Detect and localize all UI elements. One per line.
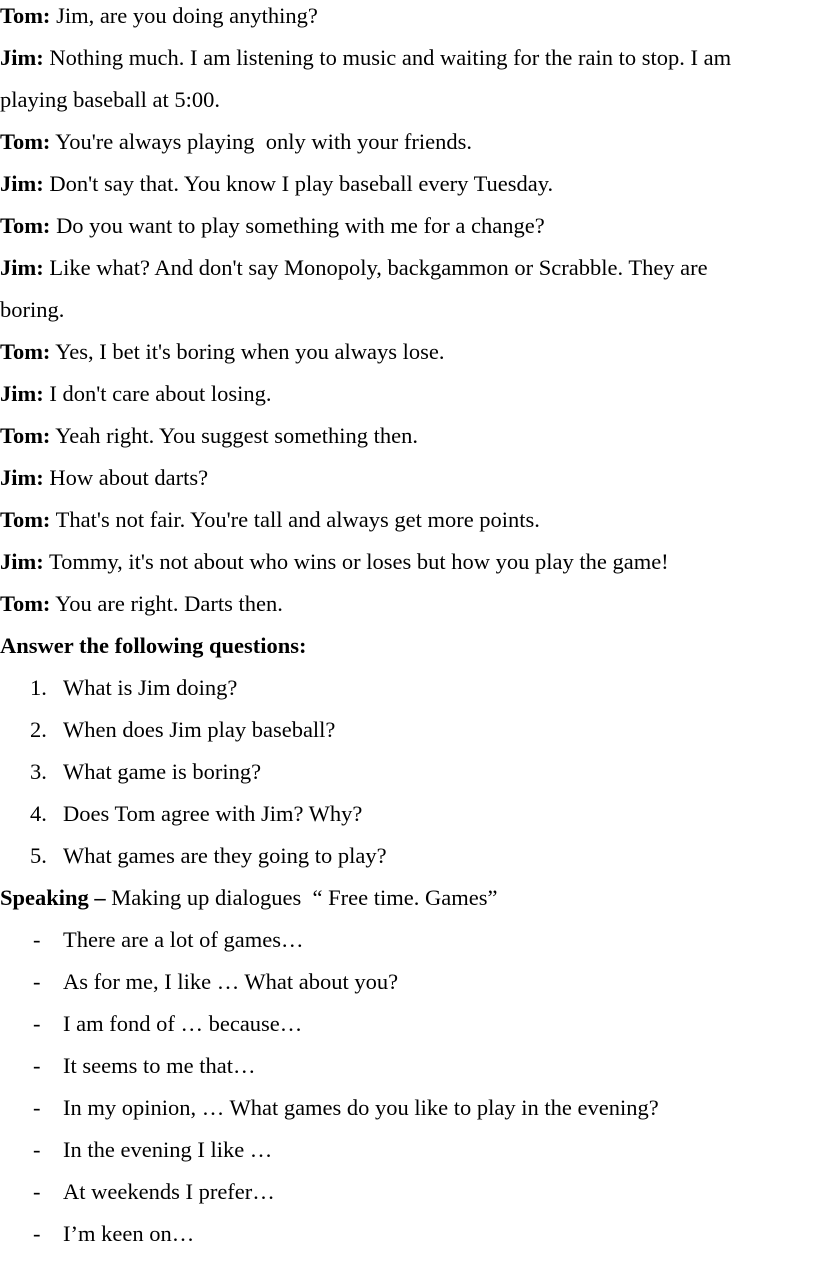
dialogue-line bbox=[0, 126, 472, 168]
dialogue-text: Tommy, it's not about who wins or loses but how you play the game! bbox=[43, 549, 669, 574]
speaker-label: Jim: bbox=[0, 465, 44, 490]
speaking-label: Speaking – bbox=[0, 885, 106, 910]
question-number: 1. bbox=[30, 675, 47, 700]
speaker-label: Jim: bbox=[0, 45, 44, 70]
speaking-prompt bbox=[0, 1050, 816, 1092]
dialogue-line bbox=[0, 504, 540, 546]
question-text: When does Jim play baseball? bbox=[63, 717, 336, 742]
question-number: 5. bbox=[30, 843, 47, 868]
speaking-prompt bbox=[0, 924, 816, 966]
dialogue-line bbox=[0, 0, 318, 42]
prompt-text: In my opinion, … What games do you like to play in the evening? bbox=[63, 1095, 659, 1120]
speaker-label: Tom: bbox=[0, 507, 51, 532]
dialogue-text: Like what? And don't say Monopoly, backgammon or Scrabble. They are bbox=[43, 255, 708, 280]
dialogue-text: You are right. Darts then. bbox=[50, 591, 283, 616]
dialogue-text: playing baseball at 5:00. bbox=[0, 87, 220, 112]
dialogue-line bbox=[0, 294, 64, 336]
dialogue-text: Do you want to play something with me for a change? bbox=[50, 213, 545, 238]
question-number: 4. bbox=[30, 801, 47, 826]
dialogue-text: Jim, are you doing anything? bbox=[50, 3, 318, 28]
speaker-label: Jim: bbox=[0, 549, 44, 574]
question-text: What is Jim doing? bbox=[63, 675, 238, 700]
dash-bullet: - bbox=[33, 1053, 41, 1078]
speaker-label: Tom: bbox=[0, 213, 51, 238]
dialogue-text: How about darts? bbox=[43, 465, 209, 490]
question-text: Does Tom agree with Jim? Why? bbox=[63, 801, 363, 826]
dash-bullet: - bbox=[33, 1095, 41, 1120]
dialogue-line bbox=[0, 588, 283, 630]
dialogue-line bbox=[0, 336, 444, 378]
dialogue-text: boring. bbox=[0, 297, 65, 322]
question-text: What games are they going to play? bbox=[63, 843, 387, 868]
speaker-label: Tom: bbox=[0, 591, 51, 616]
dash-bullet: - bbox=[33, 1011, 41, 1036]
speaker-label: Jim: bbox=[0, 171, 44, 196]
dialogue-line bbox=[0, 546, 669, 588]
speaker-label: Tom: bbox=[0, 129, 51, 154]
dialogue-line bbox=[0, 462, 208, 504]
dash-bullet: - bbox=[33, 1137, 41, 1162]
dash-bullet: - bbox=[33, 1221, 41, 1246]
speaker-label: Jim: bbox=[0, 381, 44, 406]
prompt-text: As for me, I like … What about you? bbox=[63, 969, 399, 994]
dialogue-line bbox=[0, 210, 545, 252]
speaking-prompt bbox=[0, 1134, 816, 1176]
prompt-text: I’m keen on… bbox=[63, 1221, 195, 1246]
speaking-prompt bbox=[0, 966, 816, 1008]
dash-bullet: - bbox=[33, 1179, 41, 1204]
dialogue-text: You're always playing only with your friends. bbox=[50, 129, 472, 154]
prompt-text: I am fond of … because… bbox=[63, 1011, 303, 1036]
dialogue-text: That's not fair. You're tall and always get more points. bbox=[50, 507, 540, 532]
question-number: 3. bbox=[30, 759, 47, 784]
speaker-label: Tom: bbox=[0, 423, 51, 448]
speaker-label: Jim: bbox=[0, 255, 44, 280]
question-item bbox=[0, 672, 816, 714]
dialogue-text: I don't care about losing. bbox=[43, 381, 272, 406]
dialogue-line bbox=[0, 84, 220, 126]
dialogue-line bbox=[0, 420, 418, 462]
dash-bullet: - bbox=[33, 969, 41, 994]
dialogue-text: Don't say that. You know I play baseball every Tuesday. bbox=[43, 171, 554, 196]
question-number: 2. bbox=[30, 717, 47, 742]
question-item bbox=[0, 840, 816, 882]
dialogue-line bbox=[0, 42, 731, 84]
speaking-heading bbox=[0, 882, 497, 924]
questions-heading: Answer the following questions: bbox=[0, 633, 307, 658]
prompt-text: There are a lot of games… bbox=[63, 927, 304, 952]
speaking-prompt bbox=[0, 1092, 816, 1134]
question-text: What game is boring? bbox=[63, 759, 262, 784]
prompt-text: It seems to me that… bbox=[63, 1053, 256, 1078]
dialogue-text: Yes, I bet it's boring when you always lose. bbox=[50, 339, 445, 364]
dialogue-line bbox=[0, 168, 553, 210]
speaking-prompt bbox=[0, 1176, 816, 1218]
speaking-prompt bbox=[0, 1218, 816, 1260]
speaker-label: Tom: bbox=[0, 3, 51, 28]
dialogue-text: Nothing much. I am listening to music and waiting for the rain to stop. I am bbox=[43, 45, 732, 70]
question-item bbox=[0, 756, 816, 798]
speaker-label: Tom: bbox=[0, 339, 51, 364]
speaking-topic: Making up dialogues “ Free time. Games” bbox=[105, 885, 498, 910]
prompt-text: At weekends I prefer… bbox=[63, 1179, 275, 1204]
dialogue-line bbox=[0, 252, 708, 294]
dialogue-line bbox=[0, 378, 272, 420]
prompt-text: In the evening I like … bbox=[63, 1137, 273, 1162]
dialogue-text: Yeah right. You suggest something then. bbox=[50, 423, 418, 448]
question-item bbox=[0, 714, 816, 756]
speaking-prompt bbox=[0, 1008, 816, 1050]
question-item bbox=[0, 798, 816, 840]
dash-bullet: - bbox=[33, 927, 41, 952]
